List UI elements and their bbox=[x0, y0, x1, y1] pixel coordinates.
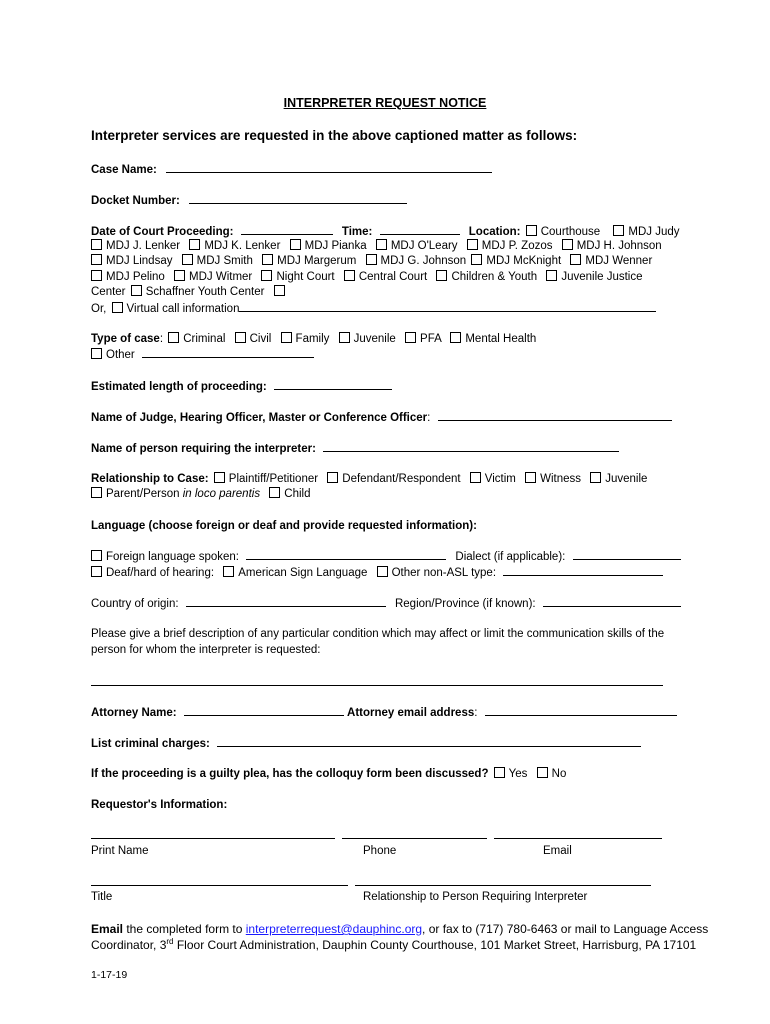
checkbox-mdj-g-johnson[interactable] bbox=[366, 254, 377, 265]
footer-text-1: the completed form to bbox=[123, 922, 246, 936]
option-civil: Civil bbox=[249, 333, 272, 345]
length-field[interactable] bbox=[274, 379, 392, 390]
person-label: Name of person requiring the interpreter: bbox=[91, 443, 316, 455]
option-mdj-g-johnson: MDJ G. Johnson bbox=[380, 255, 467, 267]
option-plaintiff: Plaintiff/Petitioner bbox=[228, 473, 319, 485]
print-name-field[interactable] bbox=[91, 837, 335, 839]
option-mdj-h-johnson: MDJ H. Johnson bbox=[576, 240, 662, 252]
checkbox-other[interactable] bbox=[91, 348, 102, 359]
form-title: INTERPRETER REQUEST NOTICE bbox=[283, 96, 487, 110]
checkbox-mdj-judy[interactable] bbox=[613, 225, 624, 236]
date-label: Date of Court Proceeding: bbox=[91, 226, 234, 238]
option-parent-italic: in loco parentis bbox=[182, 488, 261, 500]
checkbox-mdj-j-lenker[interactable] bbox=[91, 239, 102, 250]
option-mdj-j-lenker: MDJ J. Lenker bbox=[106, 240, 181, 252]
checkbox-schaffner-extra[interactable] bbox=[274, 285, 285, 296]
interpreter-email-link[interactable]: interpreterrequest@dauphinc.org bbox=[245, 922, 423, 936]
relationship-person-field[interactable] bbox=[355, 884, 651, 886]
option-mdj-lindsay: MDJ Lindsay bbox=[106, 255, 173, 267]
checkbox-asl[interactable] bbox=[223, 566, 234, 577]
checkbox-mdj-k-lenker[interactable] bbox=[189, 239, 200, 250]
checkbox-children-youth[interactable] bbox=[436, 270, 447, 281]
footer-email-word: Email bbox=[91, 922, 124, 936]
option-parent: Parent/Person bbox=[106, 488, 180, 500]
description-line-2: person for whom the interpreter is requested: bbox=[91, 644, 321, 656]
email-label: Email bbox=[543, 845, 572, 857]
country-field[interactable] bbox=[186, 596, 386, 607]
charges-label: List criminal charges: bbox=[91, 738, 210, 750]
dialect-field[interactable] bbox=[573, 549, 681, 560]
country-label: Country of origin: bbox=[91, 598, 179, 610]
option-mdj-p-zozos: MDJ P. Zozos bbox=[481, 240, 553, 252]
foreign-field[interactable] bbox=[246, 549, 446, 560]
print-name-label: Print Name bbox=[91, 845, 149, 857]
docket-field[interactable] bbox=[189, 193, 407, 204]
description-field[interactable] bbox=[91, 684, 663, 686]
relationship-person-label: Relationship to Person Requiring Interpreter bbox=[363, 891, 588, 903]
length-row bbox=[91, 379, 392, 395]
option-mdj-judy: MDJ Judy bbox=[628, 226, 680, 238]
charges-row bbox=[91, 736, 641, 752]
virtual-row bbox=[91, 301, 656, 317]
checkbox-no[interactable] bbox=[537, 767, 548, 778]
checkbox-mdj-pelino[interactable] bbox=[91, 270, 102, 281]
case-type-row: Type of case: Criminal Civil Family Juvenile PFA Mental Health bbox=[91, 333, 537, 345]
checkbox-mdj-oleary[interactable] bbox=[376, 239, 387, 250]
time-field[interactable] bbox=[380, 224, 460, 235]
date-field[interactable] bbox=[241, 224, 333, 235]
option-courthouse: Courthouse bbox=[540, 226, 601, 238]
footer-sup: rd bbox=[166, 937, 174, 946]
title-label: Title bbox=[91, 891, 113, 903]
region-field[interactable] bbox=[543, 596, 681, 607]
virtual-field[interactable] bbox=[239, 301, 656, 312]
intro-text: Interpreter services are requested in the above captioned matter as follows: bbox=[91, 128, 578, 143]
checkbox-child[interactable] bbox=[269, 487, 280, 498]
plea-row bbox=[91, 767, 566, 782]
location-label: Location: bbox=[468, 226, 521, 238]
deaf-row bbox=[89, 565, 663, 581]
location-row-3 bbox=[89, 254, 652, 269]
checkbox-witness[interactable] bbox=[525, 472, 536, 483]
case-name-field[interactable] bbox=[166, 162, 492, 173]
checkbox-juvenile[interactable] bbox=[339, 332, 350, 343]
footer-line-2a: Coordinator, 3 bbox=[91, 938, 167, 952]
checkbox-mdj-wenner[interactable] bbox=[570, 254, 581, 265]
checkbox-mdj-witmer[interactable] bbox=[174, 270, 185, 281]
requestor-heading: Requestor's Information: bbox=[91, 799, 228, 811]
form-date: 1-17-19 bbox=[91, 969, 128, 981]
attorney-name-field[interactable] bbox=[184, 705, 344, 716]
checkbox-defendant[interactable] bbox=[327, 472, 338, 483]
case-type-label: Type of case bbox=[91, 333, 160, 345]
non-asl-field[interactable] bbox=[503, 565, 663, 576]
other-field[interactable] bbox=[142, 347, 314, 358]
judge-row: Name of Judge, Hearing Officer, Master or Conference Officer: bbox=[91, 410, 672, 426]
attorney-email-field[interactable] bbox=[485, 705, 677, 716]
option-mdj-witmer: MDJ Witmer bbox=[189, 271, 253, 283]
option-mental-health: Mental Health bbox=[465, 333, 537, 345]
option-juvenile-justice: Juvenile Justice bbox=[561, 271, 643, 283]
non-asl-label: Other non-ASL type: bbox=[391, 567, 497, 579]
option-juvenile-rel: Juvenile bbox=[605, 473, 648, 485]
relationship-row-2 bbox=[89, 487, 311, 502]
case-name-label: Case Name: bbox=[91, 164, 157, 176]
checkbox-courthouse[interactable] bbox=[526, 225, 537, 236]
option-mdj-k-lenker: MDJ K. Lenker bbox=[204, 240, 281, 252]
relationship-label: Relationship to Case: bbox=[91, 473, 209, 485]
checkbox-mdj-margerum[interactable] bbox=[262, 254, 273, 265]
option-yes: Yes bbox=[508, 768, 528, 780]
docket-label: Docket Number: bbox=[91, 195, 180, 207]
option-victim: Victim bbox=[484, 473, 516, 485]
checkbox-juvenile-justice[interactable] bbox=[546, 270, 557, 281]
checkbox-parent[interactable] bbox=[91, 487, 102, 498]
option-pfa: PFA bbox=[420, 333, 442, 345]
docket-row bbox=[91, 193, 407, 209]
footer-line-2 bbox=[91, 938, 696, 953]
phone-field[interactable] bbox=[342, 837, 487, 839]
attorney-name-label: Attorney Name: bbox=[91, 707, 177, 719]
region-label: Region/Province (if known): bbox=[394, 598, 536, 610]
checkbox-mdj-lindsay[interactable] bbox=[91, 254, 102, 265]
checkbox-virtual[interactable] bbox=[112, 302, 123, 313]
person-row bbox=[91, 441, 619, 457]
checkbox-schaffner[interactable] bbox=[131, 285, 142, 296]
length-label: Estimated length of proceeding: bbox=[91, 381, 267, 393]
option-central-court: Central Court bbox=[358, 271, 428, 283]
other-row bbox=[89, 347, 314, 363]
option-child: Child bbox=[284, 488, 311, 500]
checkbox-deaf[interactable] bbox=[91, 566, 102, 577]
checkbox-mdj-h-johnson[interactable] bbox=[562, 239, 573, 250]
option-night-court: Night Court bbox=[276, 271, 335, 283]
option-mdj-oleary: MDJ O'Leary bbox=[390, 240, 458, 252]
checkbox-family[interactable] bbox=[281, 332, 292, 343]
checkbox-yes[interactable] bbox=[494, 767, 505, 778]
asl-label: American Sign Language bbox=[238, 567, 368, 579]
location-row-5 bbox=[91, 285, 289, 300]
option-other: Other bbox=[106, 349, 135, 361]
option-mdj-smith: MDJ Smith bbox=[196, 255, 253, 267]
case-name-row bbox=[91, 162, 492, 178]
relationship-row-1 bbox=[91, 472, 647, 487]
checkbox-mdj-smith[interactable] bbox=[182, 254, 193, 265]
checkbox-civil[interactable] bbox=[235, 332, 246, 343]
foreign-label: Foreign language spoken: bbox=[106, 551, 239, 563]
foreign-row bbox=[89, 549, 681, 565]
description-line-1: Please give a brief description of any particular condition which may affect or limit the communication skills of the bbox=[91, 628, 665, 640]
checkbox-juvenile-rel[interactable] bbox=[590, 472, 601, 483]
option-family: Family bbox=[295, 333, 330, 345]
checkbox-plaintiff[interactable] bbox=[214, 472, 225, 483]
person-field[interactable] bbox=[323, 441, 619, 452]
attorney-row: Attorney Name: Attorney email address: bbox=[91, 705, 677, 721]
option-mdj-pianka: MDJ Pianka bbox=[304, 240, 367, 252]
checkbox-victim[interactable] bbox=[470, 472, 481, 483]
option-mdj-pelino: MDJ Pelino bbox=[106, 271, 165, 283]
checkbox-non-asl[interactable] bbox=[377, 566, 388, 577]
deaf-label: Deaf/hard of hearing: bbox=[106, 567, 215, 579]
judge-label: Name of Judge, Hearing Officer, Master or Conference Officer bbox=[91, 412, 428, 424]
checkbox-mental-health[interactable] bbox=[450, 332, 461, 343]
time-label: Time: bbox=[341, 226, 373, 238]
option-witness: Witness bbox=[540, 473, 581, 485]
plea-label: If the proceeding is a guilty plea, has the colloquy form been discussed? bbox=[91, 768, 489, 780]
option-no: No bbox=[551, 768, 567, 780]
virtual-label: Virtual call information bbox=[126, 303, 240, 315]
judge-field[interactable] bbox=[438, 410, 672, 421]
checkbox-night-court[interactable] bbox=[261, 270, 272, 281]
option-juvenile: Juvenile bbox=[353, 333, 396, 345]
email-field[interactable] bbox=[494, 837, 662, 839]
option-defendant: Defendant/Respondent bbox=[342, 473, 461, 485]
country-row bbox=[91, 596, 681, 612]
dialect-label: Dialect (if applicable): bbox=[455, 551, 566, 563]
footer-text-2: , or fax to (717) 780-6463 or mail to Language Access bbox=[422, 922, 709, 936]
option-center-continued: Center bbox=[91, 286, 126, 298]
checkbox-mdj-mcknight[interactable] bbox=[471, 254, 482, 265]
checkbox-mdj-pianka[interactable] bbox=[290, 239, 301, 250]
date-row bbox=[91, 224, 680, 240]
option-criminal: Criminal bbox=[183, 333, 226, 345]
language-heading: Language (choose foreign or deaf and provide requested information): bbox=[91, 520, 477, 532]
option-mdj-margerum: MDJ Margerum bbox=[277, 255, 357, 267]
option-children-youth: Children & Youth bbox=[451, 271, 538, 283]
checkbox-criminal[interactable] bbox=[168, 332, 179, 343]
location-row-4 bbox=[89, 270, 643, 285]
charges-field[interactable] bbox=[217, 736, 641, 747]
checkbox-pfa[interactable] bbox=[405, 332, 416, 343]
location-row-2 bbox=[89, 239, 662, 254]
phone-label: Phone bbox=[363, 845, 397, 857]
footer-line-1 bbox=[91, 922, 708, 937]
checkbox-mdj-p-zozos[interactable] bbox=[467, 239, 478, 250]
checkbox-central-court[interactable] bbox=[344, 270, 355, 281]
title-field[interactable] bbox=[91, 884, 348, 886]
option-mdj-mcknight: MDJ McKnight bbox=[486, 255, 562, 267]
footer-line-2b: Floor Court Administration, Dauphin County Courthouse, 101 Market Street, Harrisburg, PA 17101 bbox=[173, 938, 697, 952]
option-mdj-wenner: MDJ Wenner bbox=[585, 255, 653, 267]
checkbox-foreign[interactable] bbox=[91, 550, 102, 561]
or-label: Or, bbox=[91, 303, 107, 315]
attorney-email-label: Attorney email address bbox=[347, 707, 475, 719]
option-schaffner-youth-center: Schaffner Youth Center bbox=[145, 286, 265, 298]
